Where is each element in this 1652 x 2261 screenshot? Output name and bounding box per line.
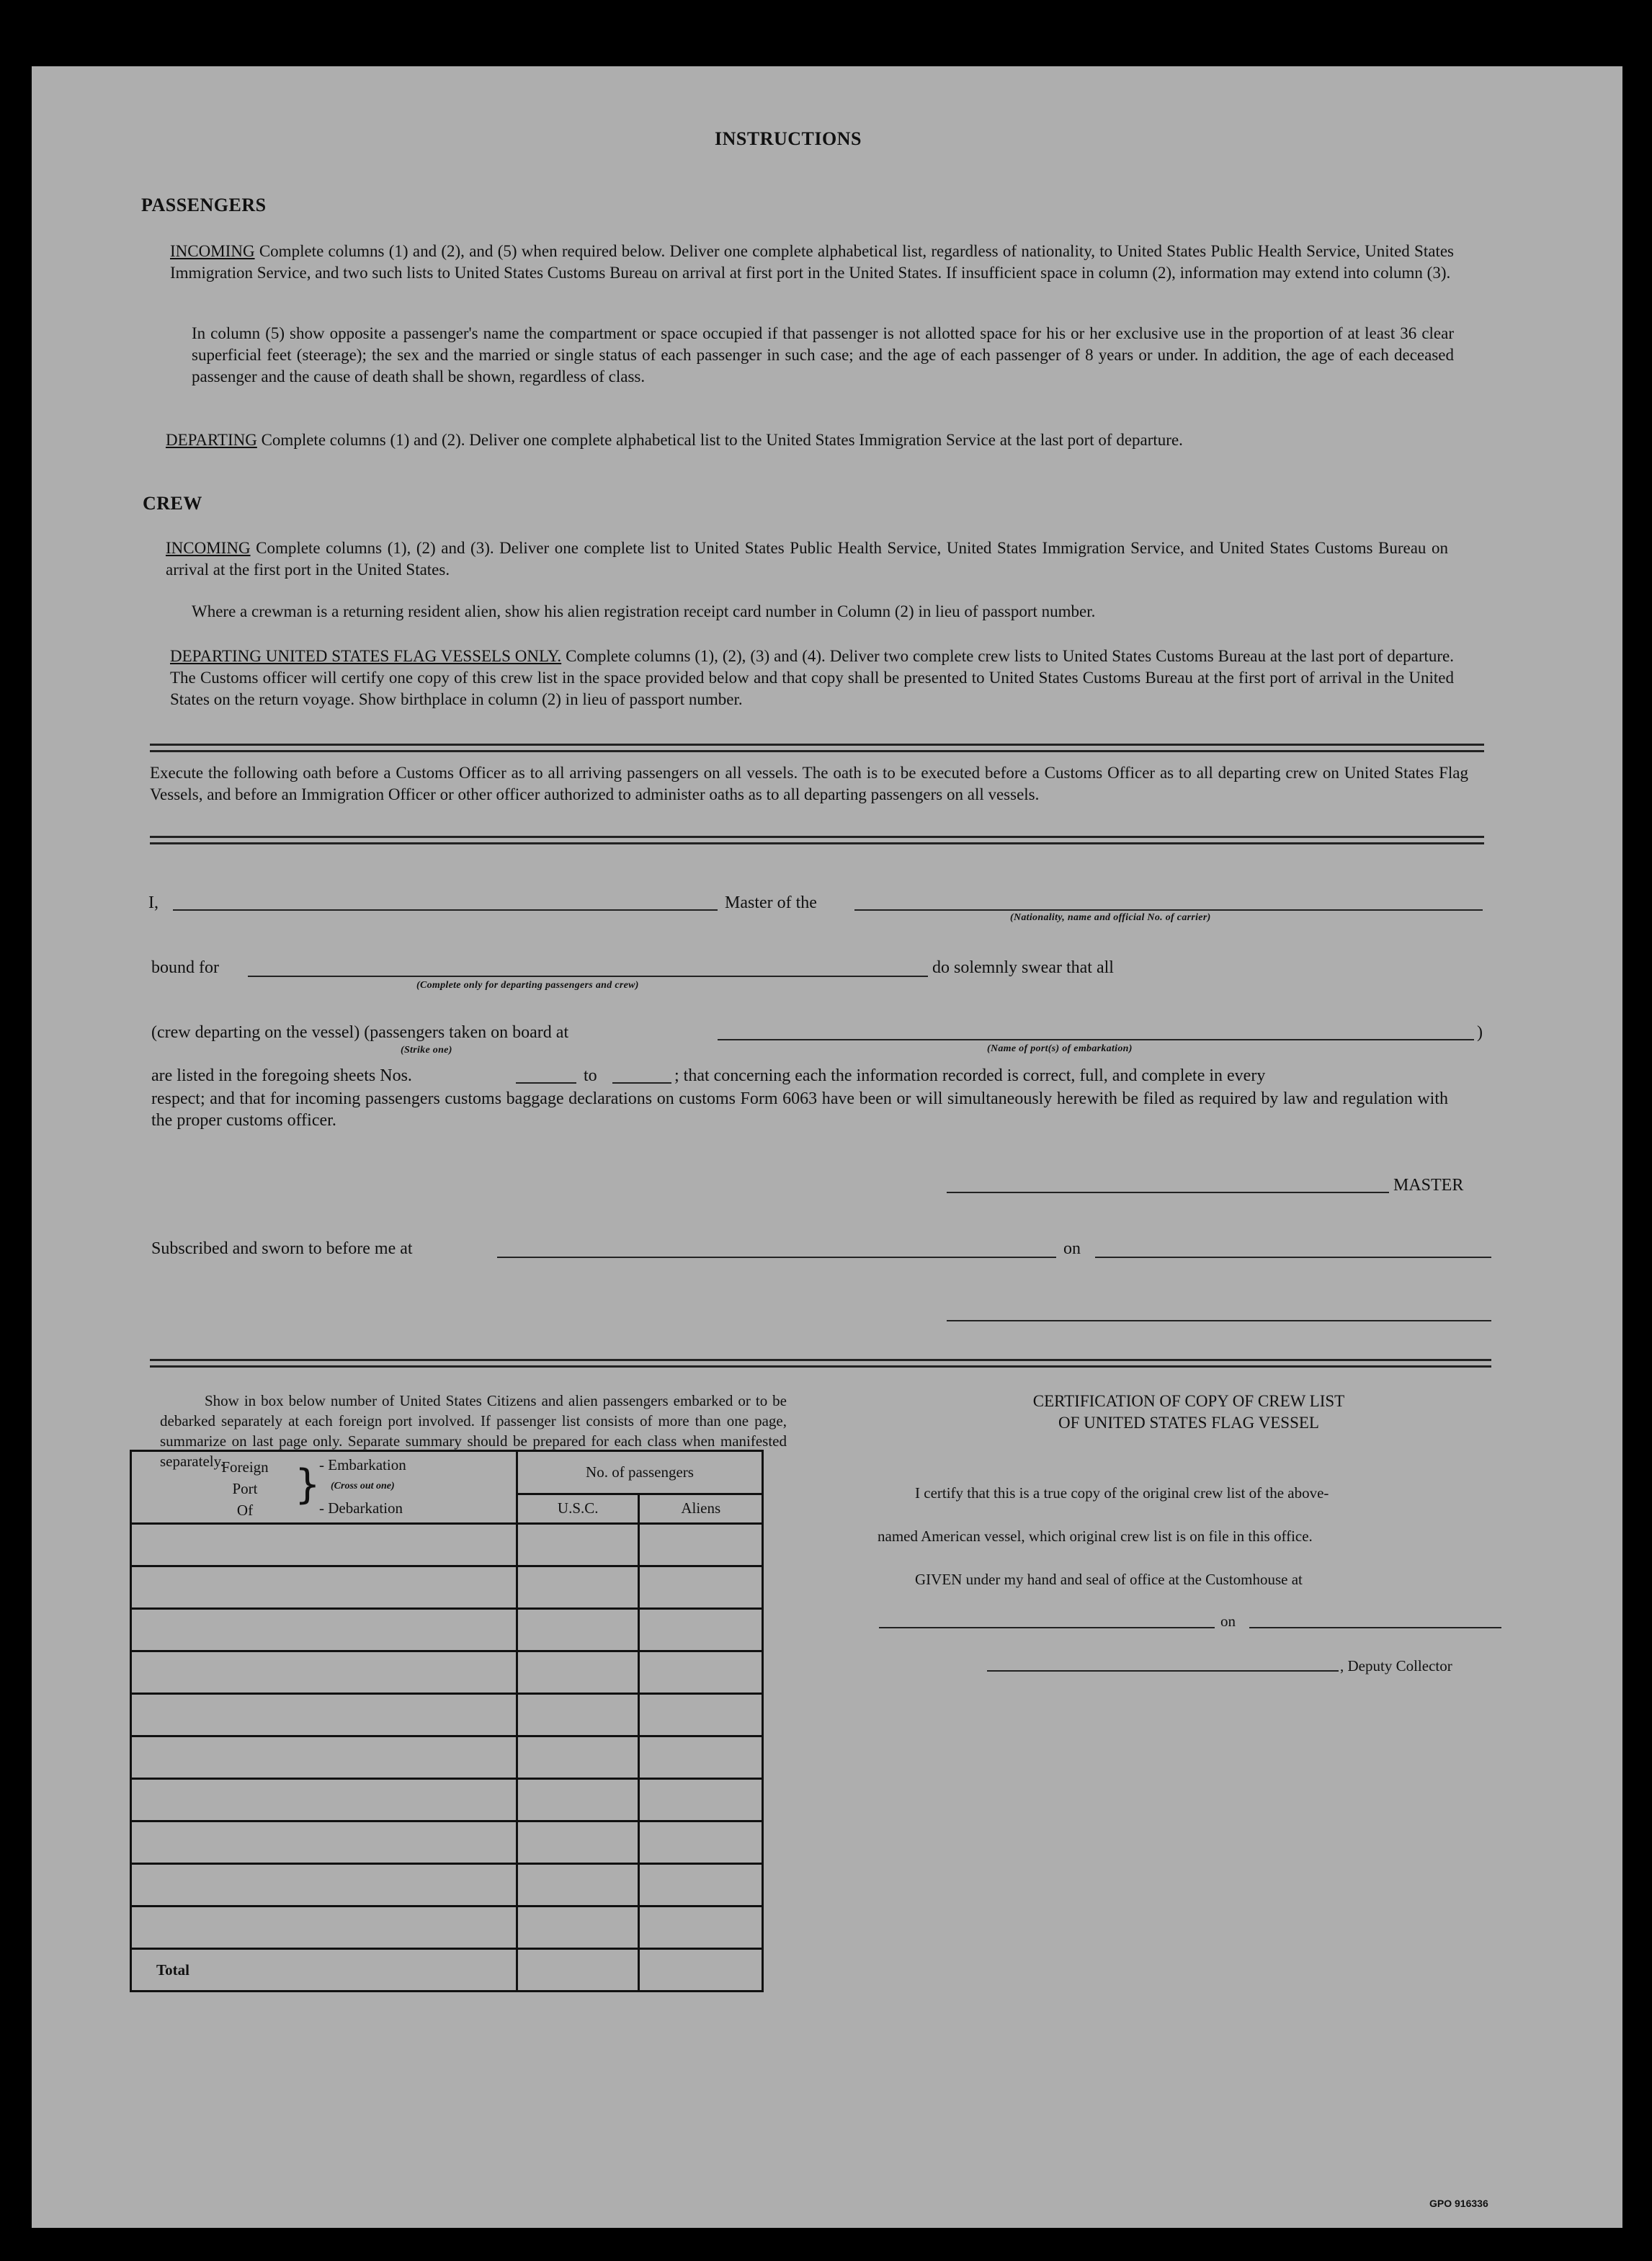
certification-line-3: GIVEN under my hand and seal of office at the Customhouse at [915, 1571, 1303, 1588]
divider [150, 1359, 1491, 1368]
foreign-label: Foreign [221, 1458, 269, 1476]
carrier-line[interactable] [854, 909, 1483, 911]
certification-line-1: I certify that this is a true copy of the original crew list of the above- [915, 1484, 1329, 1502]
port-cell[interactable] [131, 1524, 517, 1566]
crew-resident-paragraph: Where a crewman is a returning resident alien, show his alien registration receipt card number in Column (2) in lieu of passport number. [192, 602, 1096, 620]
sworn-date-line[interactable] [1095, 1257, 1491, 1258]
passengers-departing-label: DEPARTING [166, 431, 257, 449]
subscribed-label: Subscribed and sworn to before me at [151, 1239, 413, 1258]
port-cell[interactable] [131, 1779, 517, 1821]
sworn-on-label: on [1063, 1239, 1081, 1258]
usc-header: U.S.C. [517, 1494, 639, 1523]
officer-signature-line[interactable] [947, 1320, 1491, 1321]
master-label: MASTER [1393, 1176, 1464, 1195]
usc-cell[interactable] [517, 1736, 639, 1779]
usc-cell[interactable] [517, 1566, 639, 1609]
aliens-cell[interactable] [639, 1864, 763, 1907]
usc-cell[interactable] [517, 1821, 639, 1864]
bound-for-label: bound for [151, 958, 219, 977]
certification-line-2: named American vessel, which original crew list is on file in this office. [878, 1528, 1313, 1545]
no-of-passengers-header: No. of passengers [517, 1451, 762, 1494]
master-of-the-label: Master of the [725, 893, 817, 912]
certification-on-label: on [1220, 1613, 1236, 1630]
port-cell[interactable] [131, 1694, 517, 1736]
passengers-departing-text: Complete columns (1) and (2). Deliver one complete alphabetical list to the United States Immigration Service at the last port of departure. [261, 431, 1183, 449]
carrier-caption: (Nationality, name and official No. of carrier) [1010, 912, 1211, 923]
customhouse-location-line[interactable] [879, 1627, 1215, 1628]
divider [150, 836, 1484, 844]
passengers-departing-paragraph [166, 429, 1454, 451]
gpo-footer: GPO 916336 [1429, 2198, 1488, 2209]
deputy-collector-label: , Deputy Collector [1340, 1657, 1452, 1674]
aliens-cell[interactable] [639, 1694, 763, 1736]
total-label: Total [131, 1949, 517, 1992]
certification-title-line-1: CERTIFICATION OF COPY OF CREW LIST [1032, 1392, 1345, 1410]
certification-title-line-2: OF UNITED STATES FLAG VESSEL [1058, 1414, 1319, 1432]
master-signature-line[interactable] [947, 1192, 1389, 1193]
oath-instruction: Execute the following oath before a Customs Officer as to all arriving passengers on all vessels. The oath is to be executed before a Customs Officer as to all departing crew on United States Flag Vessels, and before an Immigration Officer or other officer authorized to administer oaths as to all departing passengers on all vessels. [150, 764, 1468, 803]
aliens-cell[interactable] [639, 1736, 763, 1779]
aliens-cell[interactable] [639, 1907, 763, 1949]
crew-departing-label: DEPARTING UNITED STATES FLAG VESSELS ONLY. [170, 647, 562, 665]
usc-cell[interactable] [517, 1694, 639, 1736]
port-cell[interactable] [131, 1736, 517, 1779]
certification-title [872, 1391, 1506, 1434]
port-label: Port [232, 1480, 258, 1497]
oath-i-label: I, [148, 893, 158, 912]
sworn-location-line[interactable] [497, 1257, 1056, 1258]
close-paren: ) [1477, 1023, 1483, 1042]
usc-cell[interactable] [517, 1524, 639, 1566]
of-label: Of [236, 1502, 254, 1519]
usc-cell[interactable] [517, 1907, 639, 1949]
crew-departing-text: Complete columns (1), (2), (3) and (4). Deliver two complete crew lists to United States Customs Bureau at the last port of departure. The Customs officer will certify one copy of this crew list in the space provided below and that copy shall be presented to United States Customs Bureau at the first port of arrival in the United States on the return voyage. Show birthplace in column (2) in lieu of passport number. [170, 647, 1455, 708]
listed-continuation: ; that concerning each the information recorded is correct, full, and complete in every [674, 1066, 1266, 1085]
aliens-cell[interactable] [639, 1821, 763, 1864]
port-cell[interactable] [131, 1907, 517, 1949]
listed-rest: respect; and that for incoming passengers customs baggage declarations on customs Form 6063 have been or will simultaneously herewith be filed as required by law and regulation with the proper customs officer. [151, 1089, 1448, 1130]
usc-cell[interactable] [517, 1609, 639, 1651]
passengers-incoming-text: Complete columns (1) and (2), and (5) when required below. Deliver one complete alphabetical list, regardless of nationality, to United States Public Health Service, United States Immigration Service, and two such lists to United States Customs Bureau on arrival at first port in the United States. If insufficient space in column (2), information may extend into column (3). [170, 242, 1454, 282]
certification-date-line[interactable] [1249, 1627, 1501, 1628]
bound-for-line[interactable] [248, 976, 928, 977]
bound-caption: (Complete only for departing passengers and crew) [416, 980, 639, 991]
crew-incoming-label: INCOMING [166, 539, 251, 557]
crew-departing-paragraph [170, 646, 1454, 710]
embarkation-port-line[interactable] [718, 1039, 1474, 1040]
cross-out-caption: (Cross out one) [331, 1481, 395, 1491]
crew-heading: CREW [143, 493, 202, 514]
divider [150, 744, 1484, 752]
port-caption: (Name of port(s) of embarkation) [987, 1043, 1133, 1054]
port-cell[interactable] [131, 1651, 517, 1694]
strike-caption: (Strike one) [401, 1045, 452, 1056]
passengers-incoming-paragraph [170, 241, 1454, 284]
usc-cell[interactable] [517, 1779, 639, 1821]
port-cell[interactable] [131, 1821, 517, 1864]
aliens-cell[interactable] [639, 1651, 763, 1694]
master-name-line[interactable] [173, 909, 718, 911]
crew-departing-label: (crew departing on the vessel) (passengers taken on board at [151, 1023, 569, 1042]
crew-incoming-text: Complete columns (1), (2) and (3). Deliver one complete list to United States Public Health Service, United States Immigration Service, and United States Customs Bureau on arrival at the first port in the United States. [166, 539, 1449, 579]
aliens-total-cell[interactable] [639, 1949, 763, 1992]
swear-label: do solemnly swear that all [932, 958, 1114, 977]
usc-cell[interactable] [517, 1864, 639, 1907]
summary-instruction: Show in box below number of United States Citizens and alien passengers embarked or to be debarked separately at each foreign port involved. If passenger list consists of more than one page, summarize on last page only. Separate summary should be prepared for each class when manifested separately. [160, 1392, 787, 1470]
aliens-header: Aliens [639, 1494, 763, 1523]
listed-to-label: to [584, 1066, 597, 1085]
crew-incoming-paragraph [166, 538, 1448, 581]
port-header-cell [131, 1451, 517, 1524]
embarkation-label: - Embarkation [319, 1456, 406, 1473]
passengers-column5-paragraph: In column (5) show opposite a passenger's name the compartment or space occupied if that passenger is not allotted space for his or her exclusive use in the proportion of at least 36 clear superficial feet (steerage); the sex and the married or single status of each passenger in such case; and the age of each passenger of 8 years or under. In addition, the age of each deceased passenger and the cause of death shall be shown, regardless of class. [192, 324, 1454, 385]
passenger-summary-table [130, 1450, 764, 1992]
port-cell[interactable] [131, 1566, 517, 1609]
page-title: INSTRUCTIONS [715, 128, 862, 149]
aliens-cell[interactable] [639, 1524, 763, 1566]
deputy-signature-line[interactable] [987, 1670, 1339, 1672]
passengers-heading: PASSENGERS [141, 195, 267, 215]
usc-cell[interactable] [517, 1651, 639, 1694]
aliens-cell[interactable] [639, 1566, 763, 1609]
port-cell[interactable] [131, 1864, 517, 1907]
listed-label: are listed in the foregoing sheets Nos. [151, 1066, 412, 1085]
usc-total-cell[interactable] [517, 1949, 639, 1992]
sheet-from-line[interactable] [516, 1082, 576, 1084]
brace-icon: } [295, 1461, 321, 1508]
aliens-cell[interactable] [639, 1609, 763, 1651]
sheet-to-line[interactable] [612, 1082, 671, 1084]
port-cell[interactable] [131, 1609, 517, 1651]
passengers-incoming-label: INCOMING [170, 242, 255, 260]
aliens-cell[interactable] [639, 1779, 763, 1821]
debarkation-label: - Debarkation [319, 1499, 403, 1517]
